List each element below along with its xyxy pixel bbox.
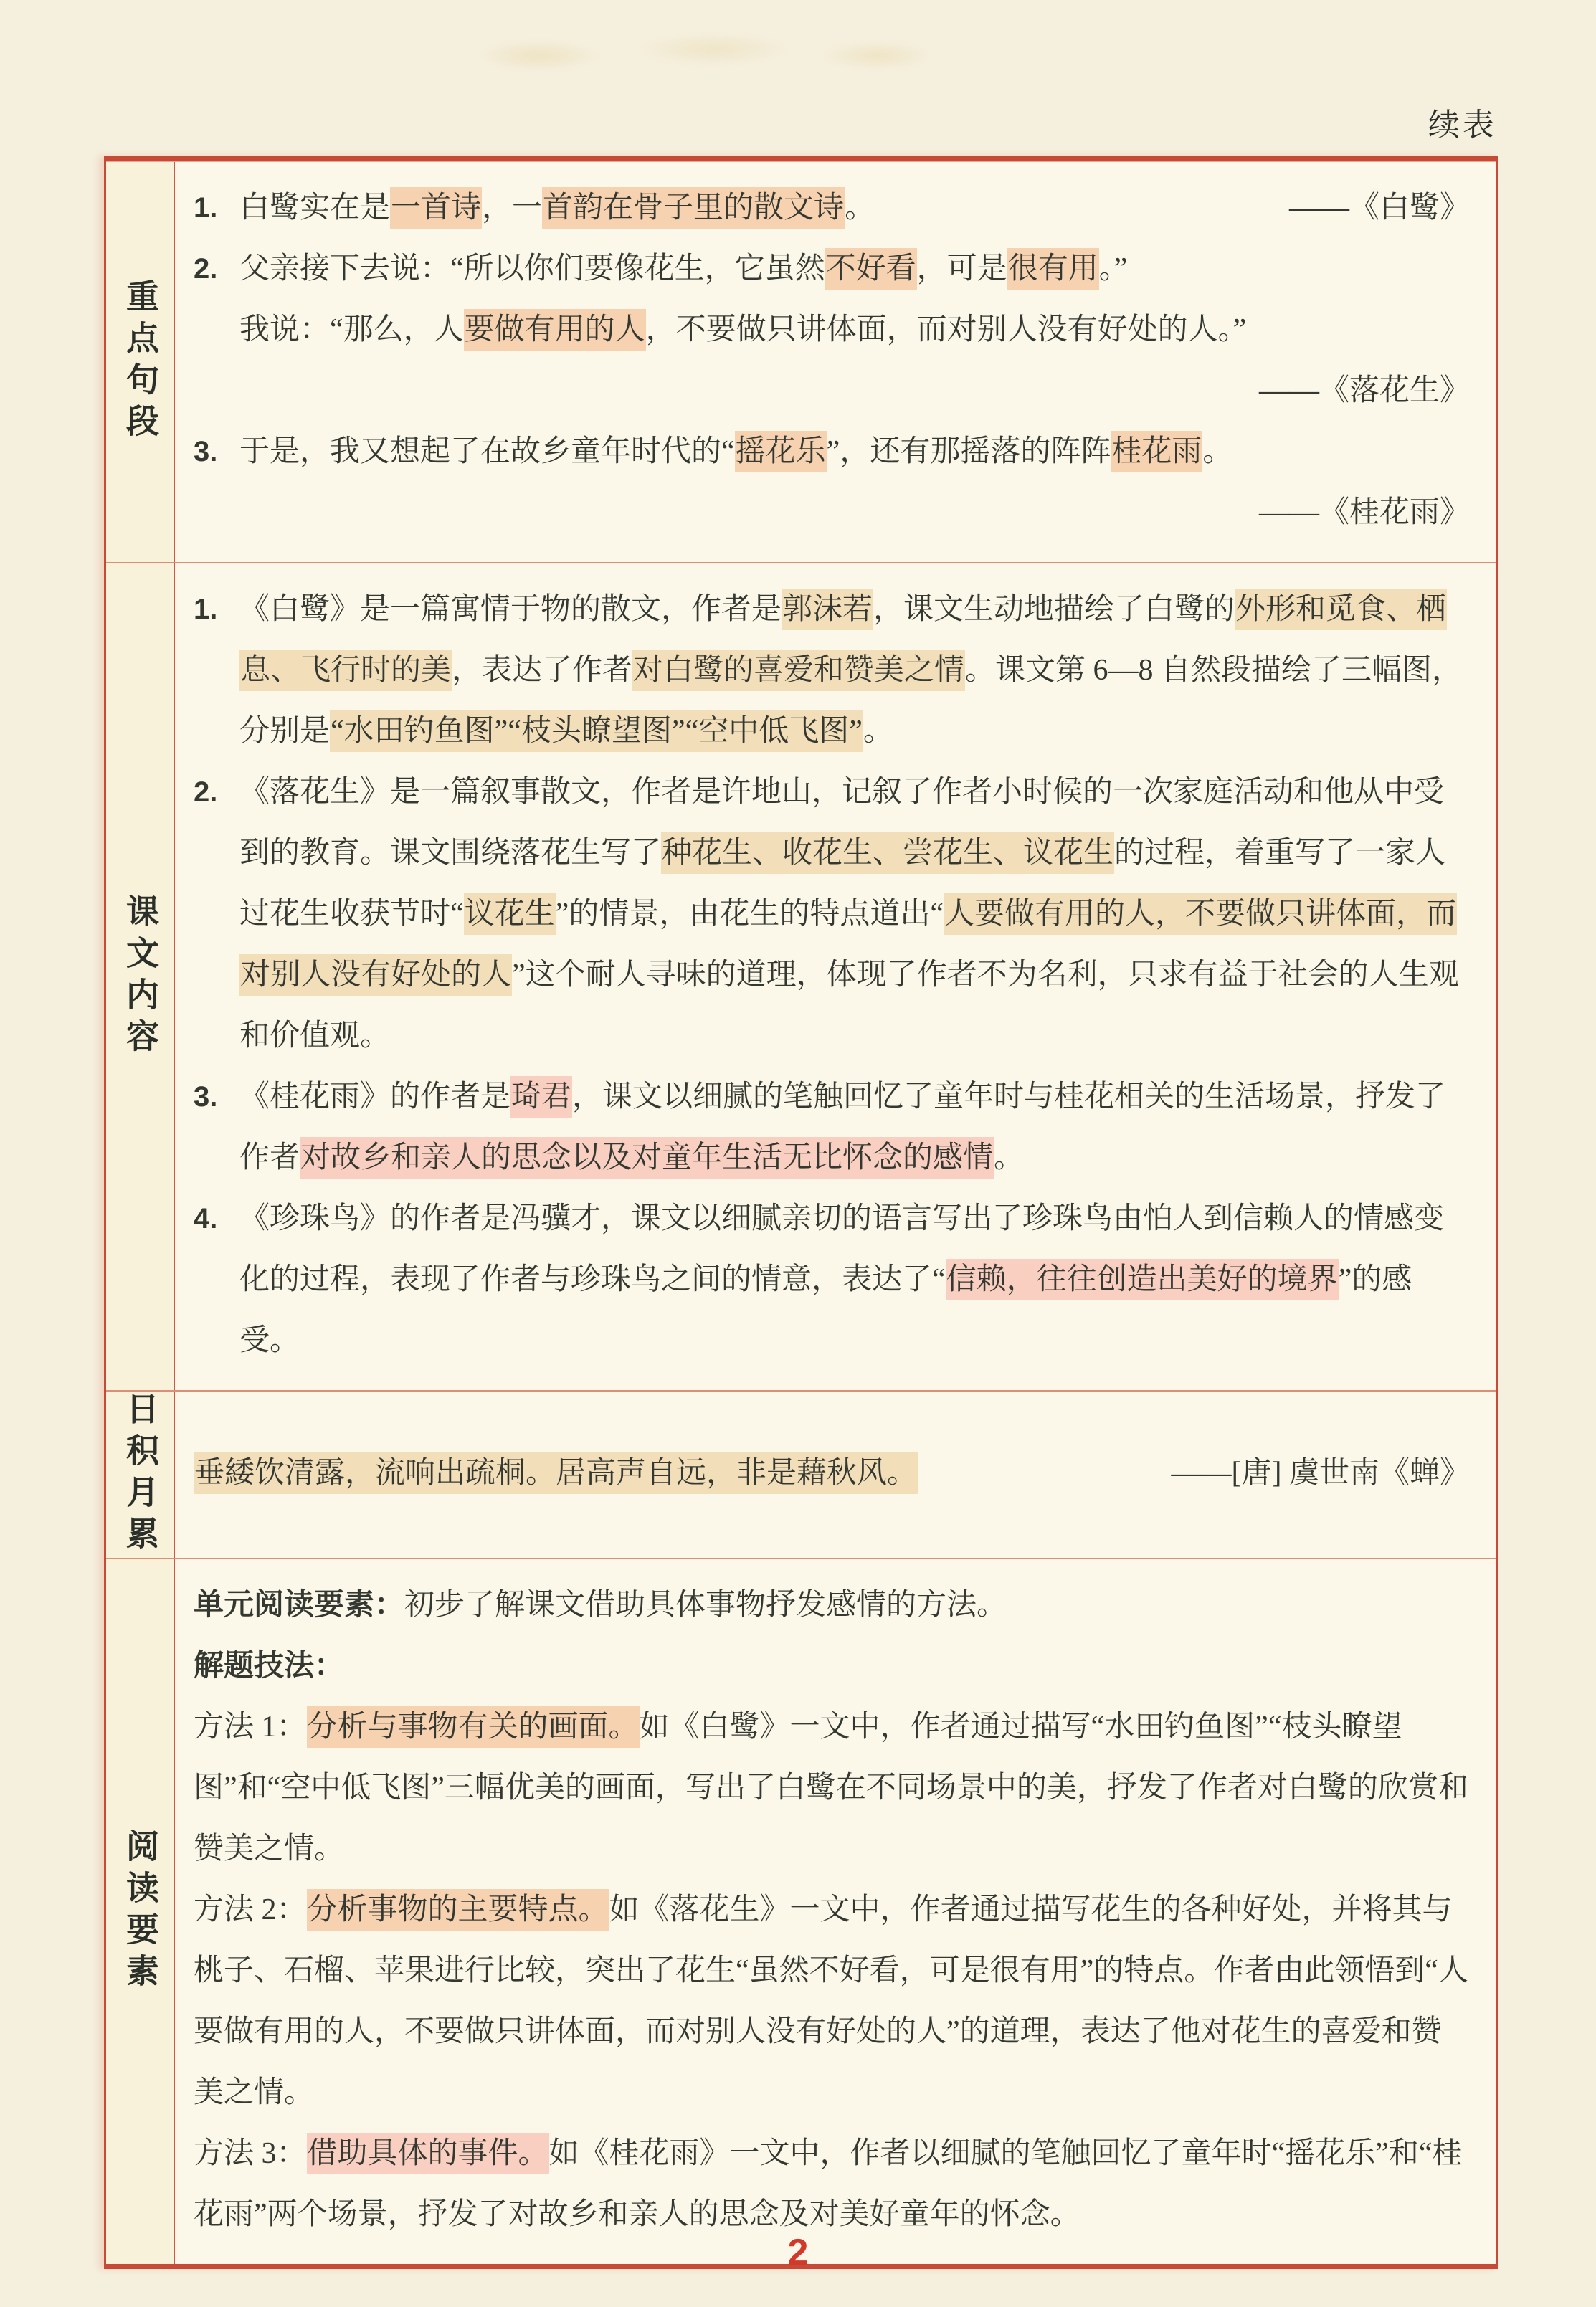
scan-bleed-artifact: [430, 20, 975, 85]
row-label-yueduyaosu: [106, 1559, 175, 2264]
text-segment: 父亲接下去说：“所以你们要像花生，它虽然: [239, 252, 825, 285]
numbered-item: [194, 239, 1470, 300]
item-number: 3.: [194, 1081, 218, 1113]
row-label-kewenneirong: [106, 563, 175, 1390]
item-number: 1.: [194, 192, 218, 224]
highlighted-text: 分析与事物有关的画面。: [307, 1706, 640, 1748]
numbered-item: [194, 1189, 1470, 1371]
numbered-item: [194, 762, 1470, 1067]
row-label-text: 课文内容: [122, 893, 158, 1060]
poem-line: [194, 1443, 1470, 1504]
numbered-item: [194, 579, 1470, 762]
highlighted-text: 很有用: [1007, 248, 1099, 290]
numbered-item: [194, 1067, 1470, 1189]
text-segment: 如《白鹭》一文中，作者通过描写“水田钓鱼图”“枝头瞭望图”和“空中低飞图”三幅优美的画面，写出了白鹭在不同场景中的美，抒发了作者对白鹭的欣赏和赞美之情。: [194, 1711, 1468, 1865]
highlighted-text: 分析事物的主要特点。: [307, 1889, 609, 1931]
text-segment: 。”: [1098, 252, 1128, 285]
text-segment: 。: [845, 191, 875, 224]
highlighted-text: 不好看: [825, 248, 917, 290]
text-segment: 方法 3：: [194, 2137, 307, 2170]
text-segment: ，可是: [916, 252, 1007, 285]
source-attribution: ——[唐] 虞世南《蝉》: [1171, 1456, 1470, 1490]
row-label-text: 日积月累: [122, 1392, 158, 1558]
item-number: 2.: [194, 776, 218, 808]
highlighted-text: 对白鹭的喜爱和赞美之情: [632, 650, 965, 691]
row-content-kewenneirong: [175, 563, 1496, 1390]
item-number: 1.: [194, 594, 218, 625]
source-attribution: ——《桂花雨》: [1258, 496, 1470, 529]
continued-table-label: 续表: [1428, 108, 1497, 143]
source-attribution-line: [194, 361, 1470, 422]
numbered-item: [194, 178, 1470, 239]
row-label-text: 阅读要素: [122, 1828, 158, 1995]
text-segment: ，不要做只讲体面，而对别人没有好处的人。”: [645, 313, 1247, 346]
text-segment: 。: [863, 715, 893, 748]
text-segment: 如《落花生》一文中，作者通过描写花生的各种好处，并将其与桃子、石榴、苹果进行比较，突出了花生“虽然不好看，可是很有用”的特点。作者由此领悟到“人要做有用的人，不要做只讲体面，而对别人没有好处的人”的道理，表达了他对花生的喜爱和赞美之情。: [194, 1893, 1468, 2109]
highlighted-text: 借助具体的事件。: [307, 2133, 549, 2174]
paragraph: [194, 1880, 1470, 2123]
text-segment: 。: [994, 1141, 1025, 1174]
text-segment: 。: [1202, 435, 1233, 468]
text-segment: ，课文以细腻的笔触回忆了童年时与桂花相关的生活场景，抒发了作者: [239, 1080, 1446, 1174]
item-number: 2.: [194, 253, 218, 285]
highlighted-text: 种花生、收花生、尝花生、议花生: [661, 832, 1114, 874]
text-segment: ，表达了作者: [452, 654, 633, 687]
table-row-rijiyuelei: [106, 1390, 1496, 1558]
text-segment: 《珍珠鸟》的作者是冯骥才，课文以细腻亲切的语言写出了珍珠鸟由怕人到信赖人的情感变化的过程，表现了作者与珍珠鸟之间的情意，表达了“: [239, 1202, 1445, 1296]
paragraph: [194, 1697, 1470, 1880]
row-label-text: 重点句段: [122, 279, 158, 445]
highlighted-text: 摇花乐: [735, 431, 827, 472]
source-attribution: ——《白鹭》: [1288, 191, 1470, 224]
highlighted-text: 琦君: [510, 1076, 572, 1118]
poem-text: [194, 1443, 918, 1504]
table-row-kewenneirong: [106, 562, 1496, 1390]
text-segment: ”，还有那摇落的阵阵: [826, 435, 1111, 468]
text-segment: 初步了解课文借助具体事物抒发感情的方法。: [404, 1589, 1007, 1622]
row-content-rijiyuelei: [175, 1392, 1496, 1558]
text-segment: 方法 1：: [194, 1711, 307, 1744]
paragraph: [194, 2123, 1470, 2245]
numbered-item: [194, 422, 1470, 482]
highlighted-text: 垂緌饮清露，流响出疏桐。居高声自远，非是藉秋风。: [194, 1452, 918, 1494]
highlighted-text: 信赖，往往创造出美好的境界: [946, 1259, 1339, 1300]
highlighted-text: 外形和觅食、栖息、飞行时的美: [239, 589, 1447, 691]
row-label-rijiyuelei: [106, 1392, 175, 1558]
highlighted-text: 人要做有用的人，不要做只讲体面，而对别人没有好处的人: [239, 893, 1457, 996]
row-content-zhongdianjuduan: [175, 162, 1496, 562]
paragraph: [194, 1636, 1470, 1697]
bold-label: 单元阅读要素：: [194, 1589, 405, 1622]
highlighted-text: 桂花雨: [1111, 431, 1202, 472]
table-row-zhongdianjuduan: [106, 162, 1496, 562]
text-segment: 《桂花雨》的作者是: [239, 1080, 511, 1113]
text-segment: ，课文生动地描绘了白鹭的: [873, 593, 1235, 626]
continuation-line: [194, 300, 1470, 361]
row-content-yueduyaosu: [175, 1559, 1496, 2264]
highlighted-text: 要做有用的人: [464, 309, 646, 351]
highlighted-text: “水田钓鱼图”“枝头瞭望图”“空中低飞图”: [330, 710, 863, 752]
text-segment: 《落花生》是一篇叙事散文，作者是许地山，记叙了作者小时候的一次家庭活动和他从中受到的教育。课文围绕落花生写了: [239, 776, 1445, 870]
text-segment: 方法 2：: [194, 1893, 307, 1926]
paragraph: [194, 1575, 1470, 1636]
text-segment: 《白鹭》是一篇寓情于物的散文，作者是: [239, 593, 782, 626]
table-rows: [106, 162, 1496, 2264]
text-segment: 的过程，着重写了一家人过花生收获节时“: [239, 837, 1446, 931]
item-number: 4.: [194, 1203, 218, 1235]
text-segment: ”的感受。: [239, 1263, 1412, 1357]
source-attribution: ——《落花生》: [1258, 374, 1470, 407]
page-number: 2: [787, 2232, 809, 2273]
highlighted-text: 议花生: [464, 893, 556, 935]
item-number: 3.: [194, 436, 218, 467]
text-segment: ”的情景，由花生的特点道出“: [555, 898, 944, 931]
bold-label: 解题技法：: [194, 1650, 345, 1683]
text-segment: 。课文第 6—8 自然段描绘了三幅图，分别是: [239, 654, 1463, 748]
source-attribution-line: [194, 482, 1470, 543]
highlighted-text: 对故乡和亲人的思念以及对童年生活无比怀念的感情: [300, 1137, 994, 1179]
text-segment: 于是，我又想起了在故乡童年时代的“: [239, 435, 735, 468]
text-segment: 如《桂花雨》一文中，作者以细腻的笔触回忆了童年时“摇花乐”和“桂花雨”两个场景，抒发了对故乡和亲人的思念及对美好童年的怀念。: [194, 2137, 1463, 2231]
text-segment: 白鹭实在是: [239, 191, 391, 224]
highlighted-text: 一首诗: [390, 187, 482, 229]
unit-summary-table: [104, 156, 1498, 2269]
row-label-zhongdianjuduan: [106, 162, 175, 562]
highlighted-text: 郭沫若: [782, 589, 873, 630]
highlighted-text: 首韵在骨子里的散文诗: [542, 187, 845, 229]
text-segment: ，一: [482, 191, 543, 224]
text-segment: 我说：“那么，人: [239, 313, 464, 346]
table-row-yueduyaosu: [106, 1558, 1496, 2264]
text-segment: ”这个耐人寻味的道理，体现了作者不为名利，只求有益于社会的人生观和价值观。: [239, 959, 1459, 1052]
